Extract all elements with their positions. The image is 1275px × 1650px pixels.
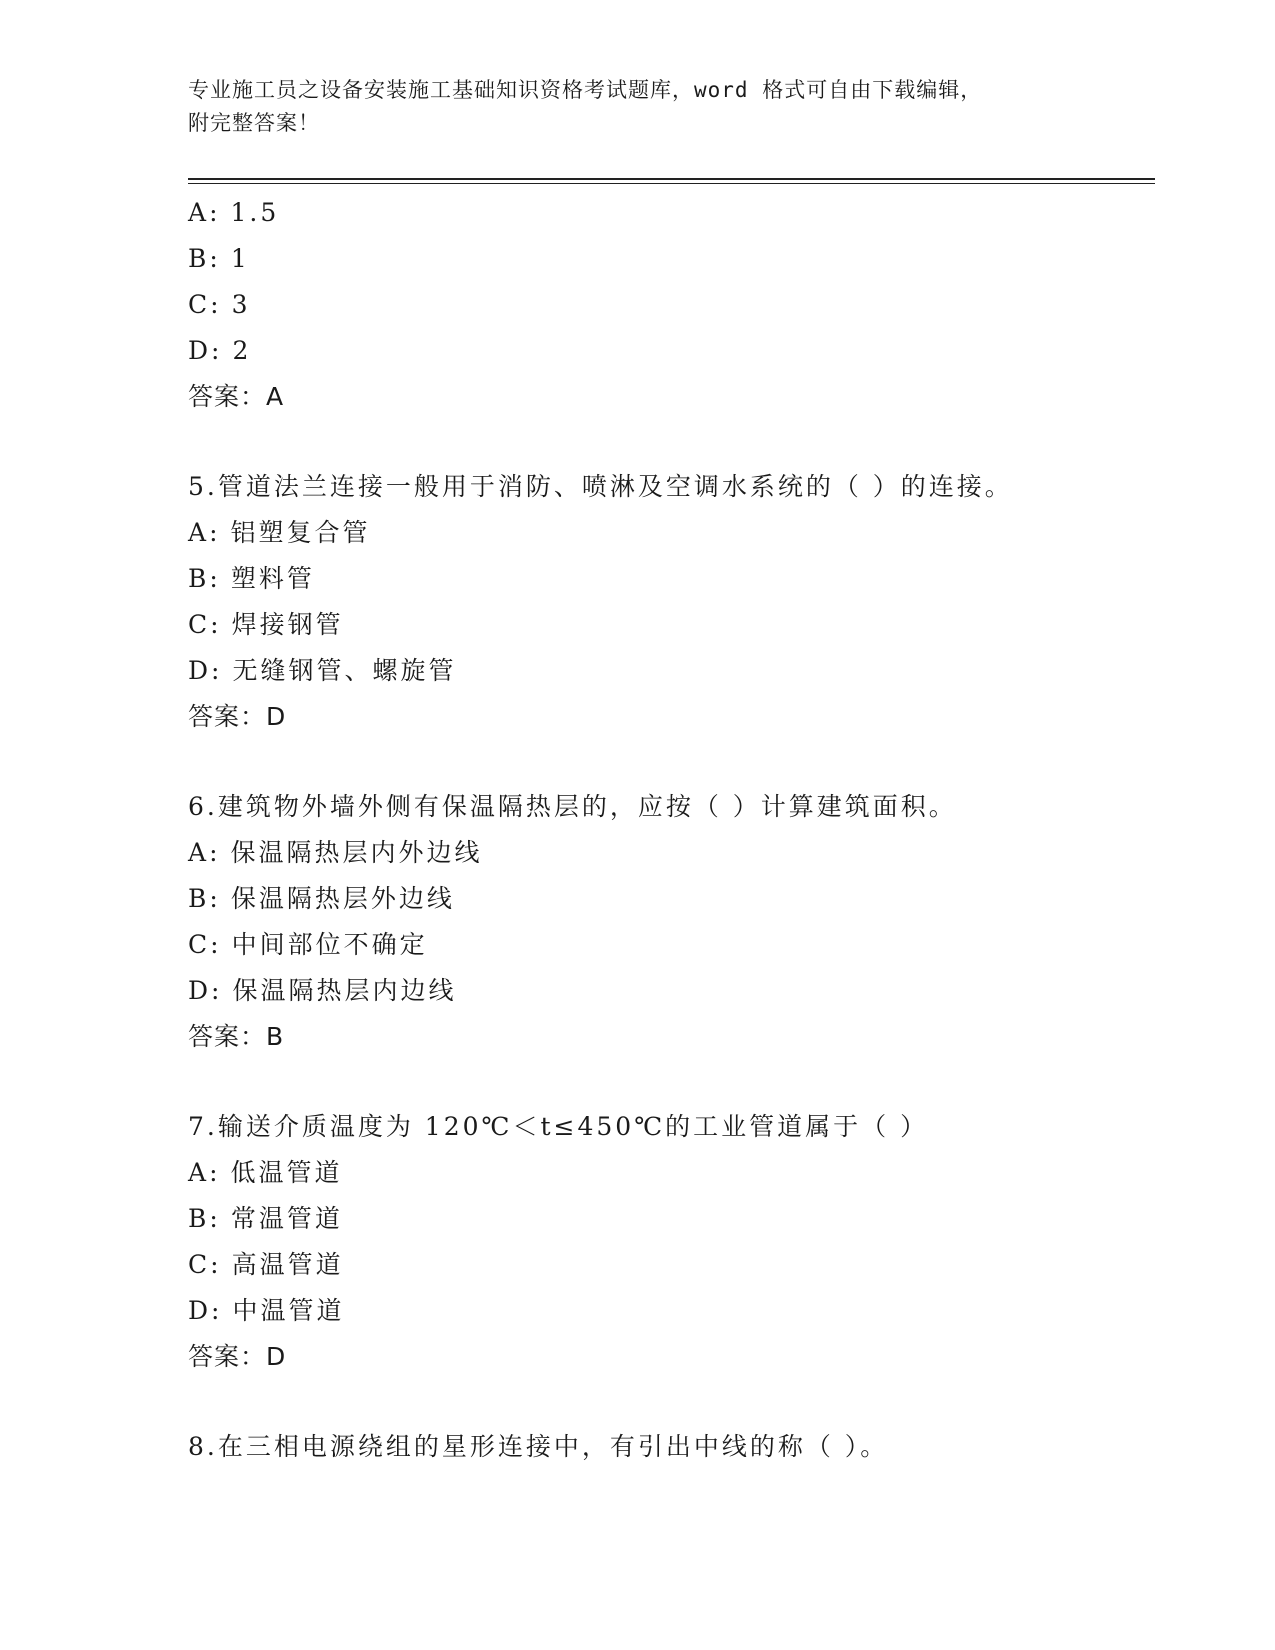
header-title-line-1: 专业施工员之设备安装施工基础知识资格考试题库，word 格式可自由下载编辑， — [188, 78, 983, 102]
header-divider-thin — [188, 183, 1155, 184]
question-continued — [188, 190, 1148, 420]
option-a: A: 保温隔热层内外边线 — [188, 838, 483, 867]
option-d: D: 保温隔热层内边线 — [188, 976, 457, 1005]
question-5 — [188, 464, 1148, 740]
option-a: A: 1.5 — [188, 198, 280, 227]
question-stem: 7.输送介质温度为 120℃＜t≤450℃的工业管道属于（ ） — [188, 1112, 929, 1141]
question-7 — [188, 1104, 1148, 1380]
question-list — [188, 190, 1148, 1470]
option-c: C: 中间部位不确定 — [188, 930, 428, 959]
answer-line: 答案：D — [188, 702, 287, 731]
question-8 — [188, 1424, 1148, 1470]
answer-line: 答案：D — [188, 1342, 287, 1371]
option-c: C: 焊接钢管 — [188, 610, 344, 639]
option-b: B: 1 — [188, 244, 250, 273]
question-stem: 6.建筑物外墙外侧有保温隔热层的，应按（ ）计算建筑面积。 — [188, 792, 957, 821]
option-a: A: 铝塑复合管 — [188, 518, 371, 547]
answer-line: 答案：A — [188, 382, 285, 411]
document-header — [188, 74, 1088, 140]
question-stem: 5.管道法兰连接一般用于消防、喷淋及空调水系统的（ ）的连接。 — [188, 472, 1013, 501]
header-title-line-2: 附完整答案！ — [188, 111, 320, 135]
option-a: A: 低温管道 — [188, 1158, 343, 1187]
option-c: C: 3 — [188, 290, 251, 319]
answer-line: 答案：B — [188, 1022, 285, 1051]
question-stem: 8.在三相电源绕组的星形连接中，有引出中线的称（ ）。 — [188, 1432, 889, 1461]
option-b: B: 保温隔热层外边线 — [188, 884, 455, 913]
option-c: C: 高温管道 — [188, 1250, 344, 1279]
option-b: B: 常温管道 — [188, 1204, 343, 1233]
question-6 — [188, 784, 1148, 1060]
option-d: D: 中温管道 — [188, 1296, 345, 1325]
option-d: D: 2 — [188, 336, 252, 365]
option-b: B: 塑料管 — [188, 564, 315, 593]
option-d: D: 无缝钢管、螺旋管 — [188, 656, 457, 685]
header-divider-thick — [188, 178, 1155, 180]
